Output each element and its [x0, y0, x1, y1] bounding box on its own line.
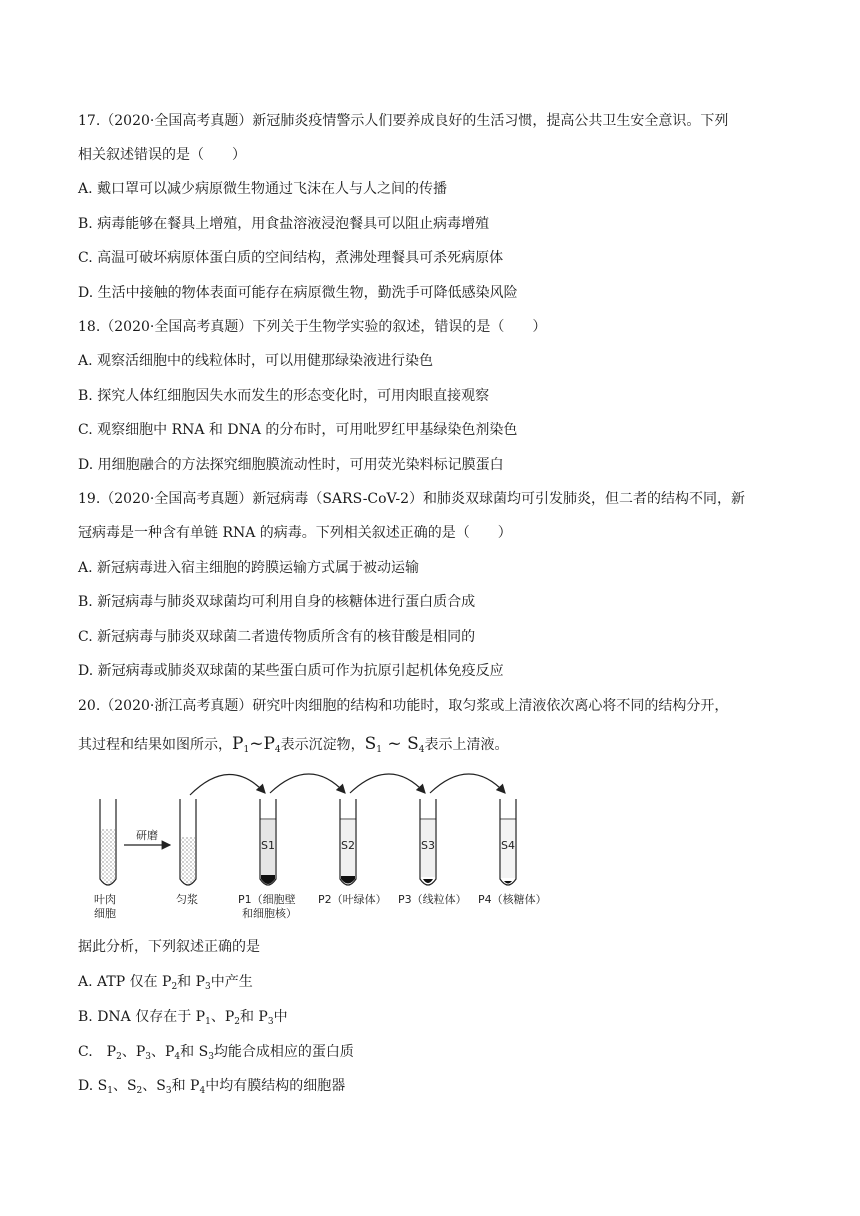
p1-subscript: 1 [243, 745, 250, 755]
q20-line2-part-a: 其过程和结果如图所示， [78, 737, 232, 753]
q20-option-a: A. ATP 仅在 $P_2$和 $P_3$中产生 [78, 974, 253, 992]
q20-line2-part-b: 表示沉淀物， [280, 737, 365, 753]
s1-label: S1 [261, 839, 275, 852]
p1-symbol: P [232, 734, 244, 754]
q20-option-c: C. $P_2$、$P_3$、$P_4$和 $S_3$均能合成相应的蛋白质 [78, 1044, 354, 1062]
q18-option-d: D. 用细胞融合的方法探究细胞膜流动性时，可用荧光染料标记膜蛋白 [78, 457, 504, 473]
q17-option-d: D. 生活中接触的物体表面可能存在病原微生物，勤洗手可降低感染风险 [78, 285, 518, 301]
q20-option-b: B. DNA 仅存在于 $P_1$、$P_2$和 $P_3$中 [78, 1009, 288, 1027]
caption-p4: P4（核糖体） [478, 893, 547, 906]
p4-subscript: 4 [274, 745, 281, 755]
q20-stem-question: 据此分析，下列叙述正确的是 [78, 939, 260, 955]
arrow-homogenate-to-s1 [190, 774, 265, 795]
caption-p3: P3（线粒体） [398, 893, 467, 906]
q17-option-a: A. 戴口罩可以减少病原微生物通过飞沫在人与人之间的传播 [78, 181, 448, 197]
q20-stem-line1: 20.（2020·浙江高考真题）研究叶肉细胞的结构和功能时，取匀浆或上清液依次离心将不同的结构分开， [78, 698, 729, 714]
q19-stem-line1: 19.（2020·全国高考真题）新冠病毒（SARS-CoV-2）和肺炎双球菌均可引发肺炎，但二者的结构不同，新 [78, 491, 746, 507]
q17-stem-line2: 相关叙述错误的是（ ） [78, 147, 246, 163]
caption-p1-line2: 和细胞核） [242, 907, 297, 920]
tilde-1: ~ [249, 734, 264, 754]
q18-option-c: C. 观察细胞中 RNA 和 DNA 的分布时，可用吡罗红甲基绿染色剂染色 [78, 422, 518, 438]
q19-option-b: B. 新冠病毒与肺炎双球菌均可利用自身的核糖体进行蛋白质合成 [78, 594, 476, 610]
s4-symbol: S [407, 734, 419, 754]
q18-stem-line1: 18.（2020·全国高考真题）下列关于生物学实验的叙述，错误的是（ ） [78, 319, 547, 335]
caption-homogenate: 匀浆 [176, 893, 198, 906]
q20-option-d: D. $S_1$、$S_2$、$S_3$和 $P_4$中均有膜结构的细胞器 [78, 1078, 346, 1096]
arrow-s1-to-s2 [270, 774, 345, 793]
q17-stem-line1: 17.（2020·全国高考真题）新冠肺炎疫情警示人们要养成良好的生活习惯，提高公共卫生安全意识。下列 [78, 113, 729, 129]
s1-subscript: 1 [376, 745, 383, 755]
q18-option-a: A. 观察活细胞中的线粒体时，可以用健那绿染液进行染色 [78, 353, 434, 369]
s1-symbol: S [364, 734, 377, 754]
caption-p2: P2（叶绿体） [318, 893, 387, 906]
arrow-s3-to-s4 [430, 774, 505, 793]
arrow-s2-to-s3 [350, 774, 425, 793]
caption-leaf-2: 细胞 [94, 907, 116, 920]
tube-leaf-cells [100, 799, 116, 885]
q17-option-b: B. 病毒能够在餐具上增殖，用食盐溶液浸泡餐具可以阻止病毒增殖 [78, 216, 490, 232]
grind-label: 研磨 [136, 829, 158, 842]
q17-option-c: C. 高温可破坏病原体蛋白质的空间结构，煮沸处理餐具可杀死病原体 [78, 250, 504, 266]
q18-option-b: B. 探究人体红细胞因失水而发生的形态变化时，可用肉眼直接观察 [78, 388, 490, 404]
q19-option-c: C. 新冠病毒与肺炎双球菌二者遗传物质所含有的核苷酸是相同的 [78, 629, 476, 645]
centrifugation-figure [90, 765, 560, 920]
s2-label: S2 [341, 839, 355, 852]
caption-p1-line1: P1（细胞壁 [238, 893, 296, 906]
q20-stem-line2 [78, 735, 508, 754]
q20-line2-part-c: 表示上清液。 [424, 737, 509, 753]
tilde-2: ~ [382, 734, 408, 754]
s4-subscript: 4 [418, 745, 425, 755]
q19-option-a: A. 新冠病毒进入宿主细胞的跨膜运输方式属于被动运输 [78, 560, 420, 576]
q19-option-d: D. 新冠病毒或肺炎双球菌的某些蛋白质可作为抗原引起机体免疫反应 [78, 663, 504, 679]
tube-homogenate [180, 799, 196, 885]
caption-leaf-1: 叶肉 [94, 893, 116, 906]
p4-symbol: P [263, 734, 275, 754]
q19-stem-line2: 冠病毒是一种含有单链 RNA 的病毒。下列相关叙述正确的是（ ） [78, 525, 512, 541]
s4-label: S4 [501, 839, 515, 852]
s3-label: S3 [421, 839, 435, 852]
